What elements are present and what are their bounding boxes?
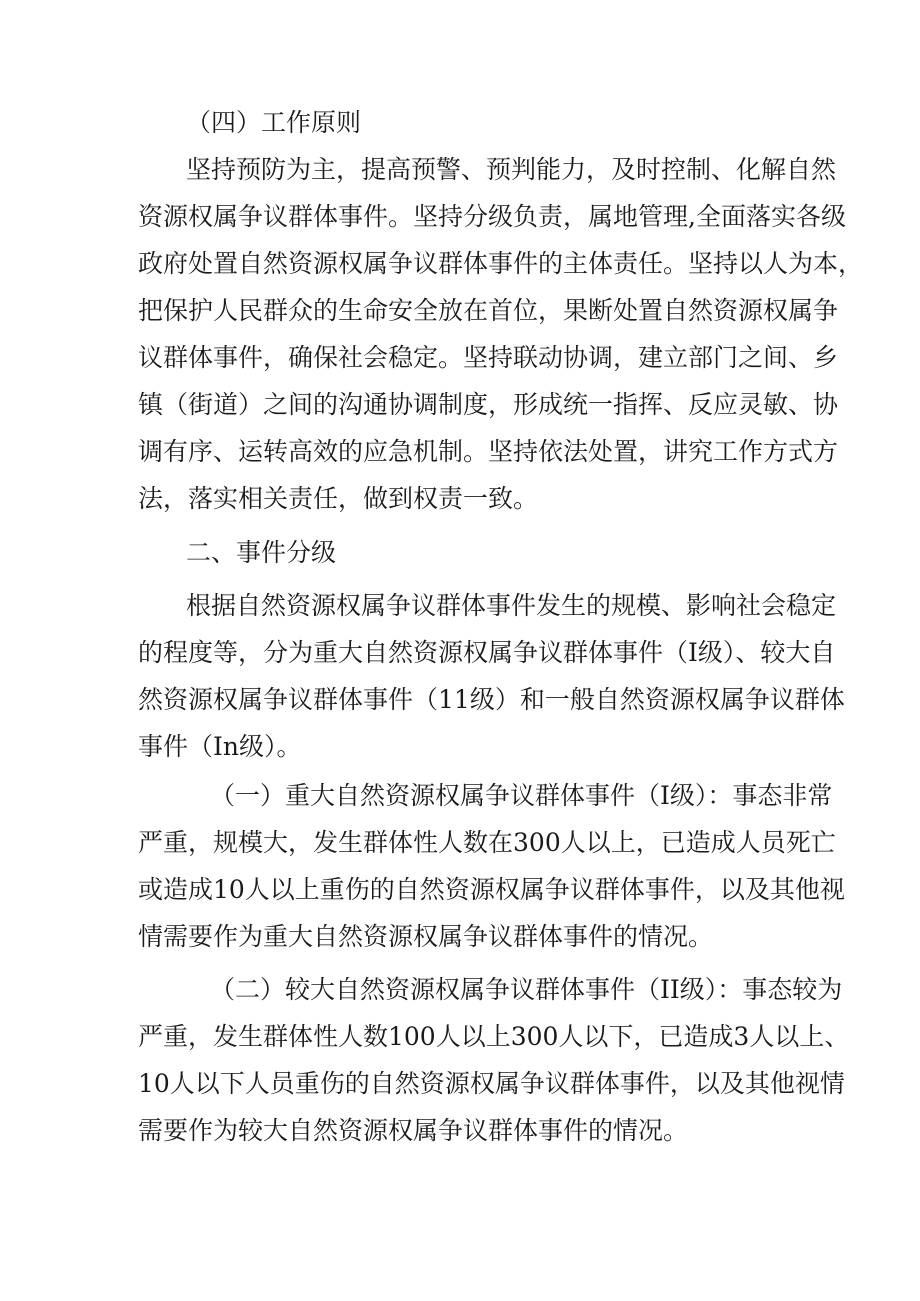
paragraph-line: 议群体事件，确保社会稳定。坚持联动协调，建立部门之间、乡	[138, 343, 839, 372]
paragraph-line: 镇（街道）之间的沟通协调制度，形成统一指挥、反应灵敏、协	[138, 390, 839, 419]
paragraph-line: 政府处置自然资源权属争议群体事件的主体责任。坚持以人为本，	[138, 249, 864, 278]
paragraph-line: 把保护人民群众的生命安全放在首位，果断处置自然资源权属争	[138, 296, 839, 325]
paragraph-line: 法，落实相关责任，做到权责一致。	[138, 484, 539, 513]
paragraph-line: 严重，规模大，发生群体性人数在300人以上，已造成人员死亡	[138, 828, 836, 857]
section-heading-principles: （四）工作原则	[186, 108, 362, 137]
paragraph-line: 资源权属争议群体事件。坚持分级负责，属地管理,全面落实各级	[138, 202, 846, 231]
paragraph-line: 调有序、运转高效的应急机制。坚持依法处置，讲究工作方式方	[138, 437, 839, 466]
paragraph-line: 10人以下人员重伤的自然资源权属争议群体事件，以及其他视情	[138, 1069, 845, 1098]
paragraph-line: 坚持预防为主，提高预警、预判能力，及时控制、化解自然	[186, 155, 837, 184]
paragraph-line: 事件（In级）。	[138, 732, 302, 761]
paragraph-line: 严重，发生群体性人数100人以上300人以下，已造成3人以上、	[138, 1022, 850, 1051]
paragraph-line: 或造成10人以上重伤的自然资源权属争议群体事件，以及其他视	[138, 875, 845, 904]
paragraph-line: 的程度等，分为重大自然资源权属争议群体事件（I级）、较大自	[138, 638, 836, 667]
paragraph-line: （二）较大自然资源权属争议群体事件（II级）：事态较为	[210, 975, 843, 1004]
paragraph-line: （一）重大自然资源权属争议群体事件（I级）：事态非常	[210, 781, 833, 810]
paragraph-line: 根据自然资源权属争议群体事件发生的规模、影响社会稳定	[186, 591, 837, 620]
section-heading-grading: 二、事件分级	[186, 538, 337, 567]
paragraph-line: 情需要作为重大自然资源权属争议群体事件的情况。	[138, 922, 714, 951]
paragraph-line: 然资源权属争议群体事件（11级）和一般自然资源权属争议群体	[138, 685, 845, 714]
paragraph-line: 需要作为较大自然资源权属争议群体事件的情况。	[138, 1116, 689, 1145]
